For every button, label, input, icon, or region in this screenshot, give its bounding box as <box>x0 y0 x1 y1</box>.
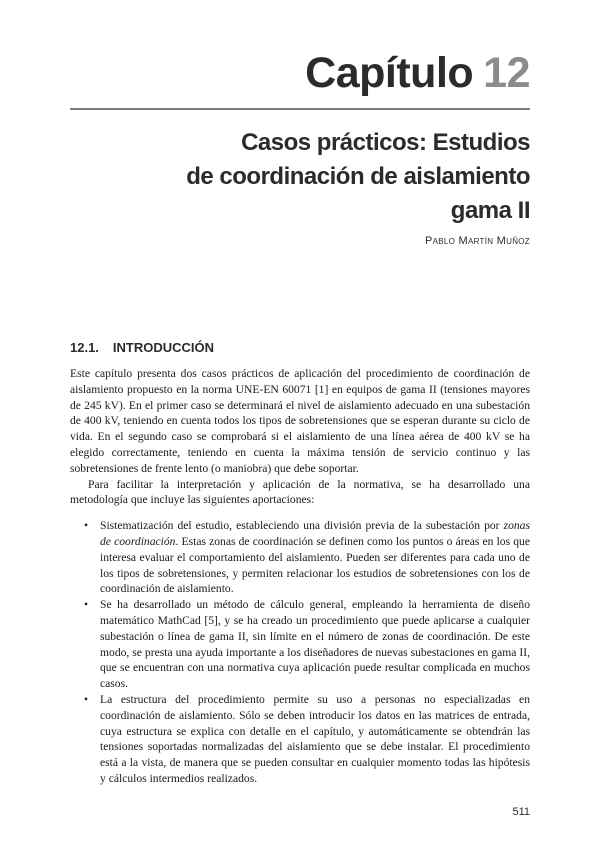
bullet-icon: • <box>84 598 89 612</box>
chapter-title-line: de coordinación de aislamiento <box>186 163 530 190</box>
page-number: 511 <box>512 806 530 818</box>
chapter-title-line: gama II <box>450 197 530 224</box>
bullet-item <box>84 597 530 692</box>
chapter-word: Capítulo <box>305 49 474 97</box>
bullet-item <box>84 692 530 787</box>
section-title: INTRODUCCIÓN <box>112 340 215 355</box>
paragraph: Para facilitar la interpretación y aplicación de la normativa, se ha desarrollado una metodología que incluye las siguientes aportaciones: <box>70 477 530 507</box>
bullet-text: La estructura del procedimiento permite su uso a personas no especializadas en coordinación de aislamiento. Sólo se deben introducir los datos en las matrices de entrada, cuya estructura se explica con detalle en el capítulo, y automáticamente se obtendrán las tensiones soportadas normalizadas del aislamiento que se debe instalar. El procedimiento está a la vista, de manera que se pueden consultar en cualquier momento todas las hipótesis y cálculos intermedios realizados. <box>100 692 530 785</box>
bullet-list <box>70 518 530 787</box>
body-text <box>70 366 530 787</box>
bullet-text: Sistematización del estudio, estableciendo una división previa de la subestación por <box>100 519 504 533</box>
chapter-number: 12 <box>483 49 530 97</box>
bullet-icon: • <box>84 519 89 533</box>
chapter-heading <box>305 46 530 100</box>
paragraph: Este capítulo presenta dos casos prácticos de aplicación del procedimiento de coordinación de aislamiento propuesto en la norma UNE-EN 60071 [1] en equipos de gama II (tensiones mayores de 245 kV). En el primer caso se determinará el nivel de aislamiento adecuado en una subestación de 400 kV, teniendo en cuenta todos los tipos de sobretensiones que se esperan durante su ciclo de vida. En el segundo caso se comprobará si el aislamiento de una línea aérea de 400 kV se ha elegido correctamente, teniendo en cuenta la máxima tensión de servicio continuo y las sobretensiones de frente lento (o maniobra) que debe soportar. <box>70 367 530 475</box>
bullet-text: . Estas zonas de coordinación se definen como los puntos o áreas en los que interesa evaluar el comportamiento del aislamiento. Pueden ser diferentes para cada uno de los tipos de sobretensiones, y permiten relacionar los estudios de sobretensiones con los de coordinación de aislamiento. <box>100 534 530 596</box>
bullet-item <box>84 518 530 597</box>
chapter-title-line: Casos prácticos: Estudios <box>241 129 530 156</box>
section-number: 12.1. <box>70 340 99 355</box>
chapter-rule <box>70 108 530 110</box>
chapter-title <box>186 126 530 228</box>
bullet-emphasis: zonas de coordinación <box>100 519 530 548</box>
bullet-icon: • <box>84 692 89 706</box>
bullet-text: Se ha desarrollado un método de cálculo general, empleando la herramienta de diseño matemático MathCad [5], y se ha creado un procedimiento que puede aplicarse a cualquier subestación o línea de gama II, sin límite en el número de zonas de coordinación. De este modo, se presta una ayuda importante a los diseñadores de nuevas subestaciones en gama II, que se encuentran con una normativa cuya aplicación puede resultar complicada en muchos casos. <box>100 598 530 691</box>
author-name: Pablo Martín Muñoz <box>424 235 530 247</box>
section-heading <box>70 340 214 355</box>
